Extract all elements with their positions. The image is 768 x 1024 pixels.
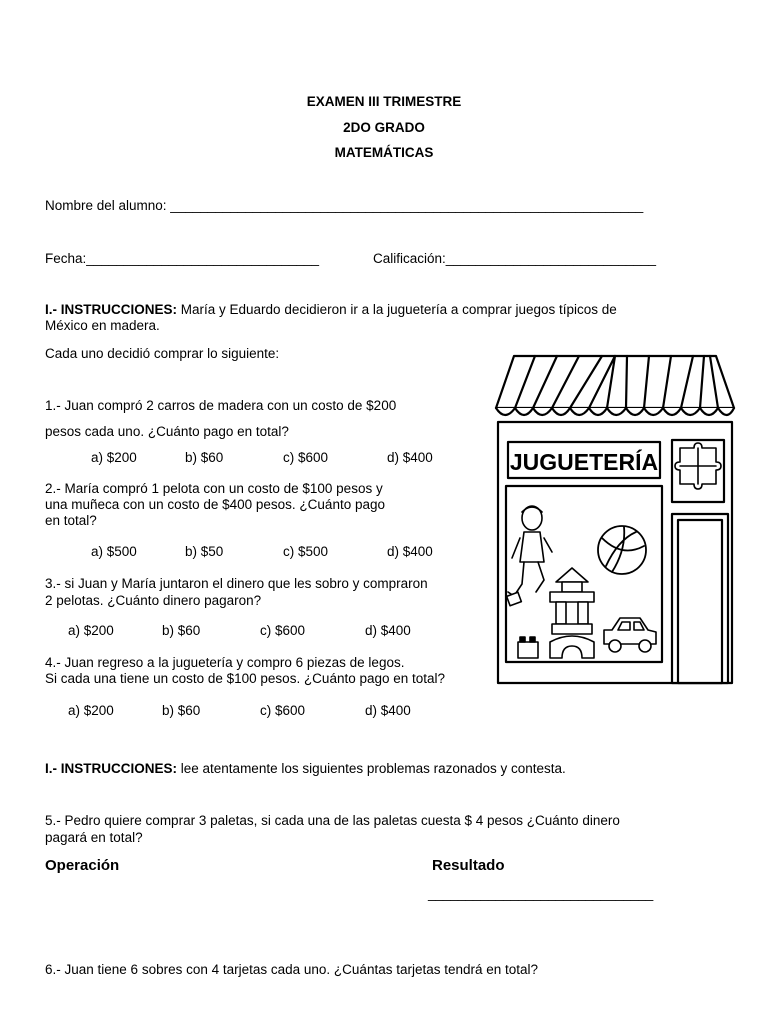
q1-option-d: d) $400 xyxy=(387,450,433,465)
q4-line2: Si cada una tiene un costo de $100 pesos. ¿Cuánto pago en total? xyxy=(45,671,446,686)
q1-line2: pesos cada uno. ¿Cuánto pago en total? xyxy=(45,424,289,439)
grade-title: 2DO GRADO xyxy=(343,120,425,135)
q3-option-b: b) $60 xyxy=(162,623,201,638)
subject-title: MATEMÁTICAS xyxy=(334,145,434,160)
instructions-label: I.- INSTRUCCIONES: xyxy=(45,302,178,317)
instructions-2-text: lee atentamente los siguientes problemas razonados y contesta. xyxy=(177,761,566,776)
q4-option-d: d) $400 xyxy=(365,703,411,718)
q3-option-c: c) $600 xyxy=(260,623,306,638)
q2-option-a: a) $500 xyxy=(91,544,137,559)
instructions-intro: Cada uno decidió comprar lo siguiente: xyxy=(45,346,280,361)
q2-line2: una muñeca con un costo de $400 pesos. ¿Cuánto pago xyxy=(45,497,385,512)
grade-field: Calificación:____________________________ xyxy=(373,251,657,266)
q1-option-a: a) $200 xyxy=(91,450,137,465)
date-field: Fecha:_______________________________ xyxy=(45,251,320,266)
q2-option-b: b) $50 xyxy=(185,544,224,559)
instructions-text-cont: México en madera. xyxy=(45,318,160,333)
operation-label: Operación xyxy=(45,857,120,874)
awning xyxy=(496,356,734,415)
q5-line2: pagará en total? xyxy=(45,830,143,845)
q5-line1: 5.- Pedro quiere comprar 3 paletas, si cada una de las paletas cuesta $ 4 pesos ¿Cuánto dinero xyxy=(45,813,620,828)
q3-option-d: d) $400 xyxy=(365,623,411,638)
q2-option-c: c) $500 xyxy=(283,544,329,559)
instructions-text: María y Eduardo decidieron ir a la juguetería a comprar juegos típicos de xyxy=(177,302,617,317)
q4-option-a: a) $200 xyxy=(68,703,114,718)
student-name-field: Nombre del alumno: _______________________________________________________________ xyxy=(45,198,644,213)
toy-store-illustration xyxy=(494,352,736,686)
instructions-1 xyxy=(45,302,617,317)
q2-option-d: d) $400 xyxy=(387,544,433,559)
result-line: ______________________________ xyxy=(428,886,654,901)
instructions-2-label: I.- INSTRUCCIONES: xyxy=(45,761,178,776)
q3-line1: 3.- si Juan y María juntaron el dinero que les sobro y compraron xyxy=(45,576,428,591)
q2-line1: 2.- María compró 1 pelota con un costo de $100 pesos y xyxy=(45,481,383,496)
result-label: Resultado xyxy=(432,857,505,874)
q1-option-c: c) $600 xyxy=(283,450,329,465)
instructions-2 xyxy=(45,761,566,776)
q2-line3: en total? xyxy=(45,513,97,528)
q1-option-b: b) $60 xyxy=(185,450,224,465)
q1-line1: 1.- Juan compró 2 carros de madera con un costo de $200 xyxy=(45,398,397,413)
q3-line2: 2 pelotas. ¿Cuánto dinero pagaron? xyxy=(45,593,262,608)
q4-line1: 4.- Juan regreso a la juguetería y compro 6 piezas de legos. xyxy=(45,655,405,670)
store-sign-text: JUGUETERÍA xyxy=(509,449,659,475)
exam-title: EXAMEN III TRIMESTRE xyxy=(306,94,462,109)
q4-option-b: b) $60 xyxy=(162,703,201,718)
q6-line: 6.- Juan tiene 6 sobres con 4 tarjetas cada uno. ¿Cuántas tarjetas tendrá en total? xyxy=(45,962,539,977)
ball-icon xyxy=(598,526,646,574)
q3-option-a: a) $200 xyxy=(68,623,114,638)
q4-option-c: c) $600 xyxy=(260,703,306,718)
